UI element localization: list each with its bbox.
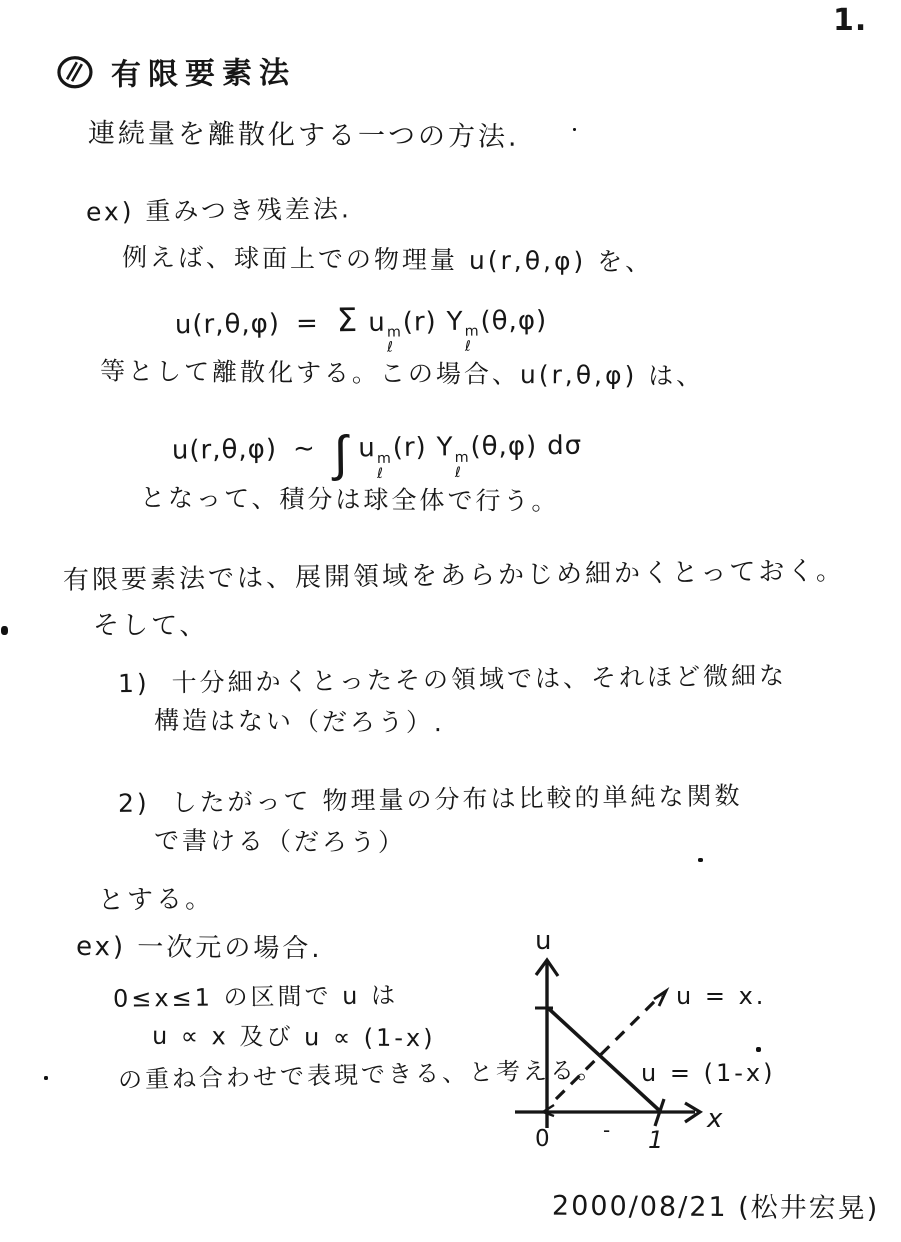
example-1d-heading: ex) 一次元の場合. [75,931,323,965]
ink-speck [1,626,8,635]
example-1d-line2: u ∝ x 及び u ∝ (1-x) [151,1021,436,1053]
coef-base: u [368,307,386,338]
coef-sup: m [376,450,391,467]
coef-base: u [358,433,376,464]
ink-speck [756,1047,761,1052]
fem-line2: そして、 [92,610,209,642]
fem-closing: とする。 [97,884,215,916]
title-text: 有限要素法 [110,55,297,93]
eq-lhs: u(r,θ,φ) [174,308,281,341]
integral-measure: dσ [546,430,583,462]
eq-relation: ∼ [292,433,316,465]
harmonic-base: Y [446,306,464,337]
weighted-residual-closing: となって、積分は球全体で行う。 [139,483,560,516]
item-text: したがって 物理量の分布は比較的単純な関数 [171,781,743,818]
figure-x-axis-label: x [707,1104,726,1134]
example-1d-line3: の重ね合わせで表現できる、と考える。 [117,1055,605,1095]
harmonic-sub: ℓ [464,339,471,356]
expansion-equation [175,300,548,359]
ink-speck [44,1076,48,1080]
integral-equation [172,422,583,484]
date-signature: 2000/08/21 (松井宏晃) [551,1190,880,1225]
ink-speck [698,858,703,862]
item-marker: 1) [117,668,150,699]
figure-solid-line-label: u = (1-x) [641,1059,776,1087]
ink-speck [573,128,576,131]
figure-1d-elements [455,915,805,1164]
harmonic-base: Y [436,432,454,463]
item-text-continued: 構造はない（だろう）. [153,705,446,738]
item-text-continued: で書ける（だろう） [153,825,407,858]
eq-relation: = [295,308,319,339]
weighted-residual-middle: 等として離散化する。この場合、u(r,θ,φ) は、 [99,356,705,391]
page-title [55,51,297,100]
figure-origin-label: 0 [535,1126,553,1152]
coef-sup: m [386,324,401,342]
page-number: 1. [833,3,868,38]
list-item [118,662,787,699]
figure-y-axis-label: u [535,926,555,956]
coef-arg: (r) [392,432,427,463]
coef-sub: ℓ [377,465,384,482]
intro-line: 連続量を離散化する一つの方法. [87,118,520,153]
harmonic-sup: m [454,449,469,466]
list-item [118,782,743,818]
sum-operator: Σ [336,301,359,340]
figure-dashed-line-label: u = x. [676,982,767,1010]
weighted-residual-heading: ex) 重みつき残差法. [85,194,353,227]
integral-operator: ∫ [333,424,349,483]
item-marker: 2) [117,788,150,818]
coef-sub: ℓ [387,340,394,357]
harmonic-sup: m [464,323,479,341]
harmonic-sub: ℓ [454,464,461,481]
eq-lhs: u(r,θ,φ) [171,434,278,466]
coef-arg: (r) [402,307,437,338]
harmonic-arg: (θ,φ) [480,305,548,337]
weighted-residual-intro: 例えば、球面上での物理量 u(r,θ,φ) を、 [121,242,654,277]
circled-number-icon [55,53,96,100]
example-1d-line1: 0≤x≤1 の区間で u は [112,981,399,1013]
item-text: 十分細かくとったその領域では、それほど微細な [171,660,788,698]
figure-mid-tick: - [603,1118,614,1142]
fem-line1: 有限要素法では、展開領域をあらかじめ細かくとっておく。 [62,556,846,596]
harmonic-arg: (θ,φ) [470,431,538,463]
figure-x-one-label: 1 [648,1126,667,1154]
